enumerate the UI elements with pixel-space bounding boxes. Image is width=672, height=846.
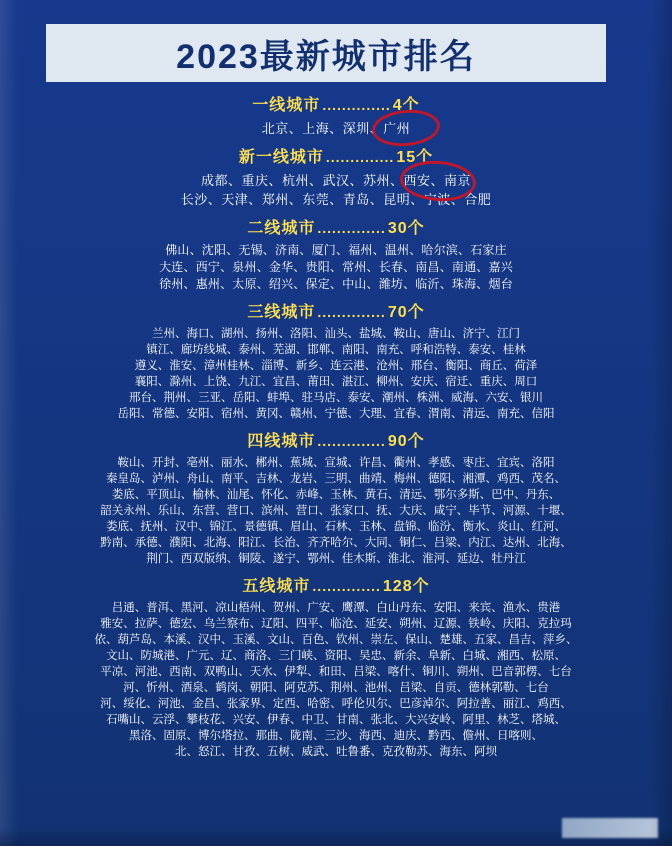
city-row: 徐州、惠州、太原、绍兴、保定、中山、潍坊、临沂、珠海、烟台 <box>159 277 513 291</box>
tier-dots: .............. <box>317 304 386 320</box>
tier-count: 4个 <box>392 97 420 114</box>
city-row: 邢台、荆州、三亚、岳阳、蚌埠、驻马店、泰安、潮州、株洲、威海、六安、银川 <box>129 392 543 404</box>
city-row: 襄阳、滁州、上饶、九江、宜昌、莆田、湛江、柳州、安庆、宿迁、重庆、周口 <box>134 376 538 388</box>
city-row: 韶关永州、乐山、东营、营口、滨州、营口、张家口、抚、大庆、咸宁、毕节、河源、十堰、 <box>100 505 572 517</box>
tier-count: 70个 <box>387 304 425 321</box>
tier-count: 90个 <box>387 433 425 450</box>
tier-dots: .............. <box>322 97 391 113</box>
city-row: 北、怒江、甘孜、五树、威武、吐鲁番、克孜勒苏、海东、阿坝 <box>175 746 497 758</box>
city-row: 北京、上海、深圳、广州 <box>261 121 411 136</box>
city-row: 河、忻州、酒泉、鹤岗、朝阳、阿克苏、荆州、池州、吕梁、自贡、德林郭勒、七台 <box>123 682 549 694</box>
tier-block <box>14 573 658 760</box>
tier-block <box>14 144 658 209</box>
city-row: 文山、防城港、广元、辽、商洛、三门峡、资阳、吴忠、新余、阜新、白城、湘西、松原、 <box>106 650 566 662</box>
tier-heading <box>14 215 658 238</box>
city-row: 黔南、承德、濮阳、北海、阳江、长治、齐齐哈尔、大同、铜仁、吕梁、内江、达州、北海、 <box>100 537 572 549</box>
tier-block <box>14 92 658 138</box>
city-row: 雅安、拉萨、德宏、乌兰察布、辽阳、四平、临沧、延安、朔州、辽源、铁岭、庆阳、克拉玛 <box>100 618 572 630</box>
tier-heading <box>14 573 658 596</box>
poster-title-banner <box>46 24 606 82</box>
tier-heading <box>14 428 658 451</box>
tier-count: 15个 <box>396 149 434 166</box>
tier-block <box>14 215 658 293</box>
city-row: 娄底、抚州、汉中、锦江、景德镇、眉山、石林、玉林、盘锦、临汾、衡水、炎山、红河、 <box>106 521 566 533</box>
city-row: 荆门、西双版纳、铜陵、遂宁、鄂州、佳木斯、淮北、淮河、延边、牡丹江 <box>146 553 526 565</box>
city-row: 河、绥化、河池、金昌、张家界、定西、哈密、呼伦贝尔、巴彦淖尔、阿拉善、丽江、鸡西、 <box>100 698 572 710</box>
city-row: 镇江、廊坊线城、泰州、芜湖、邯郸、南阳、南充、呼和浩特、泰安、桂林 <box>146 344 526 356</box>
city-row: 佛山、沈阳、无锡、济南、厦门、福州、温州、哈尔滨、石家庄 <box>165 243 507 257</box>
tier-count: 30个 <box>387 220 425 237</box>
city-row: 吕通、普洱、黑河、凉山梧州、贺州、广安、鹰潭、白山丹东、安阳、来宾、渔水、贵港 <box>111 602 561 614</box>
city-row: 娄底、平顶山、榆林、汕尾、怀化、赤峰、玉林、黄石、清远、鄂尔多斯、巴中、丹东、 <box>111 489 561 501</box>
tier-heading <box>14 92 658 115</box>
tier-block <box>14 428 658 567</box>
city-row: 黑洛、固原、博尔塔拉、那曲、陇南、三沙、海西、迪庆、黔西、儋州、日喀则、 <box>129 730 543 742</box>
tier-dots: .............. <box>312 578 381 594</box>
tier-name: 二线城市 <box>247 220 316 237</box>
tier-dots: .............. <box>317 220 386 236</box>
tier-name: 一线城市 <box>252 97 321 114</box>
watermark-blurred <box>562 818 658 838</box>
page-title: 2023最新城市排名 <box>176 37 476 76</box>
tier-name: 三线城市 <box>247 304 316 321</box>
city-row: 长沙、天津、郑州、东莞、青岛、昆明、宁波、合肥 <box>180 192 492 207</box>
tier-name: 新一线城市 <box>238 149 324 166</box>
tier-name: 四线城市 <box>247 433 316 450</box>
city-row: 秦皇岛、泸州、舟山、南平、吉林、龙岩、三明、曲靖、梅州、德阳、湘潭、鸡西、茂名、 <box>106 473 566 485</box>
tier-heading <box>14 144 658 167</box>
tier-heading <box>14 299 658 322</box>
city-row: 石嘴山、云浮、攀枝花、兴安、伊春、中卫、甘南、张北、大兴安岭、阿里、林芝、塔城、 <box>106 714 566 726</box>
tier-dots: .............. <box>325 149 395 165</box>
city-row: 遵义、淮安、漳州桂林、淄博、新乡、连云港、沧州、邢台、衡阳、商丘、荷泽 <box>134 360 538 372</box>
tier-count: 128个 <box>382 578 430 595</box>
city-row: 大连、西宁、泉州、金华、贵阳、常州、长春、南昌、南通、嘉兴 <box>159 260 513 274</box>
city-row: 依、葫芦岛、本溪、汉中、玉溪、文山、百色、钦州、崇左、保山、楚雄、五家、昌吉、萍乡、 <box>94 634 578 646</box>
city-row: 鞍山、开封、亳州、丽水、郴州、蕉城、宣城、许昌、衢州、孝感、枣庄、宜宾、洛阳 <box>117 457 555 469</box>
city-row: 成都、重庆、杭州、武汉、苏州、西安、南京 <box>200 173 471 188</box>
city-row: 平凉、河池、西南、双鸭山、天水、伊犁、和田、吕梁、喀什、铜川、朔州、巴音郭楞、七台 <box>100 666 572 678</box>
tier-block <box>14 299 658 422</box>
tier-list <box>0 86 672 846</box>
tier-dots: .............. <box>317 433 386 449</box>
city-row: 兰州、海口、湖州、扬州、洛阳、汕头、盐城、鞍山、唐山、济宁、江门 <box>152 328 520 340</box>
city-row: 岳阳、常德、安阳、宿州、黄冈、赣州、宁德、大理、宜春、渭南、清远、南充、信阳 <box>117 408 555 420</box>
tier-name: 五线城市 <box>242 578 311 595</box>
